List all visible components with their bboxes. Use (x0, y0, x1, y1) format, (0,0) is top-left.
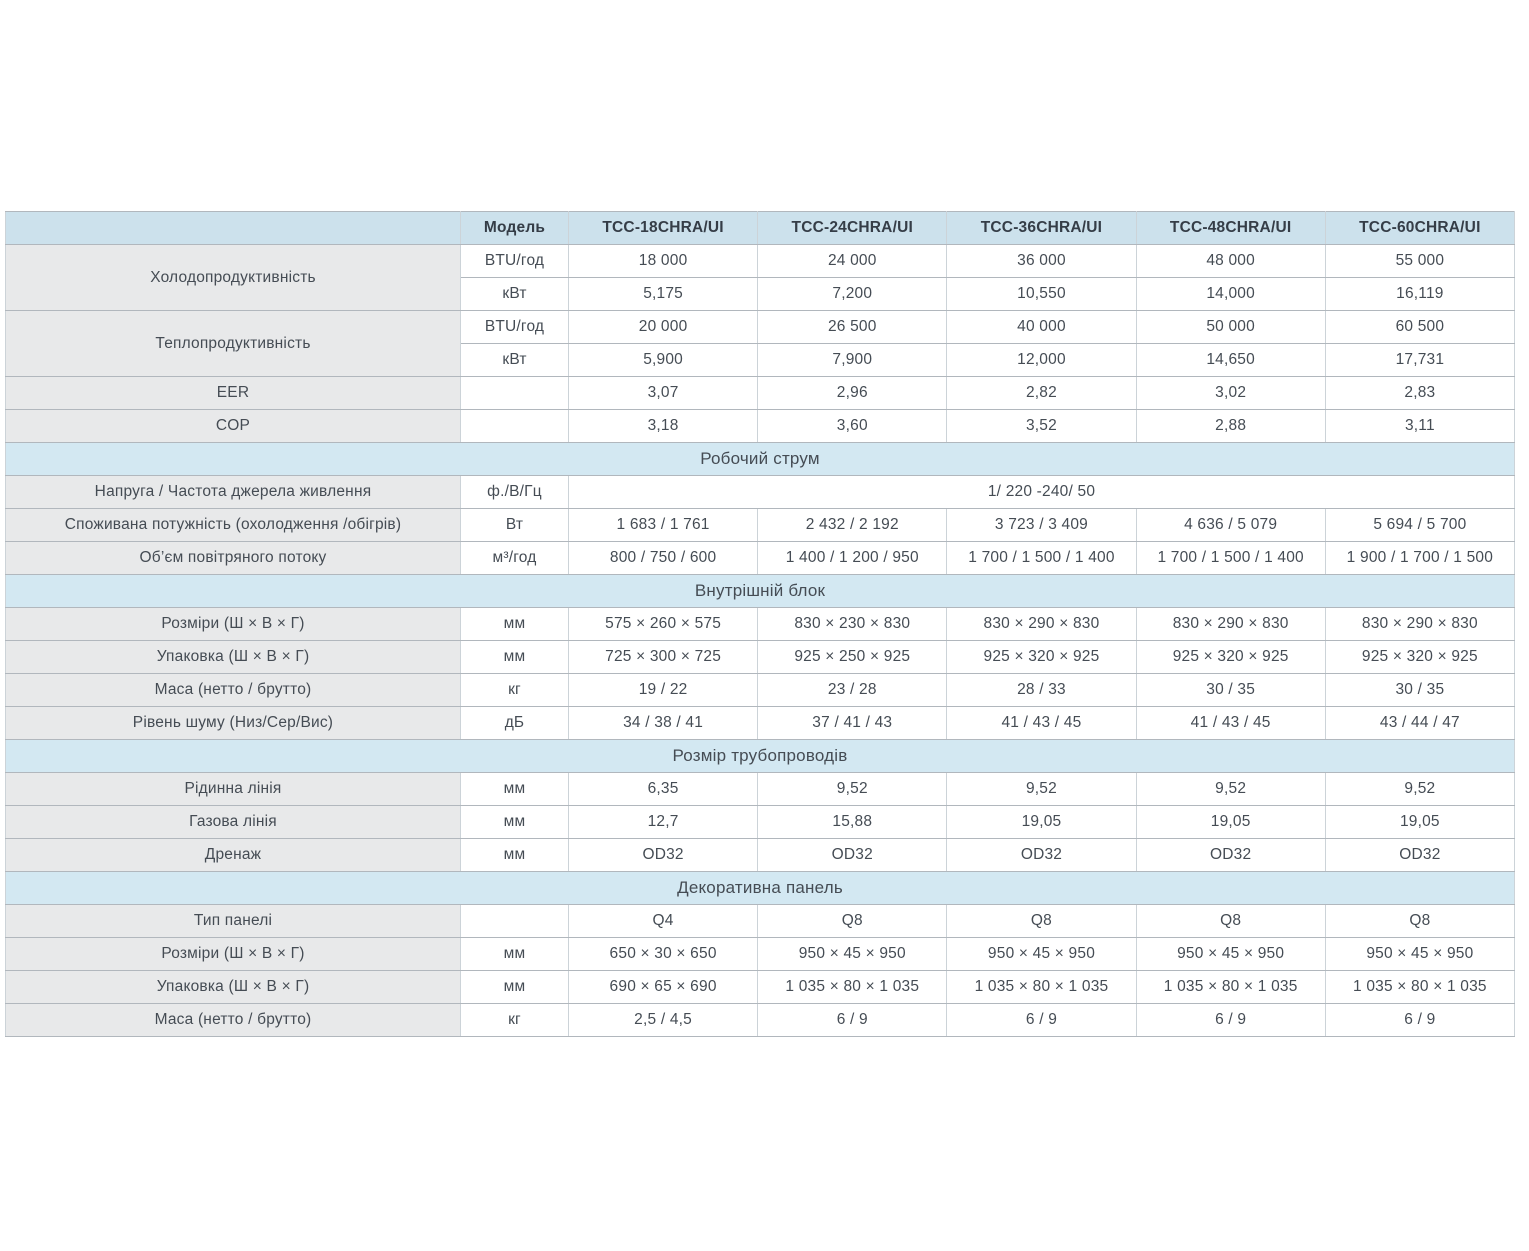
value-cell: 41 / 43 / 45 (947, 707, 1136, 740)
value-cell: 830 × 230 × 830 (758, 608, 947, 641)
row-label-cell: Холодопродуктивність (6, 245, 461, 311)
value-cell: 7,200 (758, 278, 947, 311)
spec-row (6, 641, 1515, 674)
row-label-cell: Тип панелі (6, 905, 461, 938)
unit-cell: дБ (461, 707, 569, 740)
row-label-cell: Рідинна лінія (6, 773, 461, 806)
value-cell: 34 / 38 / 41 (569, 707, 758, 740)
spec-row (6, 509, 1515, 542)
value-cell: 2,83 (1325, 377, 1514, 410)
value-cell: OD32 (758, 839, 947, 872)
unit-cell: кг (461, 674, 569, 707)
value-cell: 12,000 (947, 344, 1136, 377)
row-label-cell: Розміри (Ш × В × Г) (6, 608, 461, 641)
value-cell: 830 × 290 × 830 (1325, 608, 1514, 641)
section-row (6, 443, 1515, 476)
value-cell: 36 000 (947, 245, 1136, 278)
value-cell-span: 1/ 220 -240/ 50 (569, 476, 1515, 509)
section-title-cell: Декоративна панель (6, 872, 1515, 905)
value-cell: 1 683 / 1 761 (569, 509, 758, 542)
value-cell: OD32 (569, 839, 758, 872)
row-label-cell: Рівень шуму (Низ/Сер/Вис) (6, 707, 461, 740)
value-cell: 3,02 (1136, 377, 1325, 410)
value-cell: 2,82 (947, 377, 1136, 410)
value-cell: 800 / 750 / 600 (569, 542, 758, 575)
value-cell: 6,35 (569, 773, 758, 806)
value-cell: 19,05 (1136, 806, 1325, 839)
row-label-cell: Маса (нетто / брутто) (6, 1004, 461, 1037)
row-label-cell: Маса (нетто / брутто) (6, 674, 461, 707)
value-cell: 5,900 (569, 344, 758, 377)
value-cell: 9,52 (947, 773, 1136, 806)
value-cell: 18 000 (569, 245, 758, 278)
unit-cell: мм (461, 773, 569, 806)
value-cell: 40 000 (947, 311, 1136, 344)
unit-cell: ф./В/Гц (461, 476, 569, 509)
spec-row (6, 674, 1515, 707)
section-title-cell: Внутрішній блок (6, 575, 1515, 608)
unit-cell: кВт (461, 344, 569, 377)
value-cell: 60 500 (1325, 311, 1514, 344)
value-cell: 12,7 (569, 806, 758, 839)
value-cell: 30 / 35 (1136, 674, 1325, 707)
value-cell: 6 / 9 (1136, 1004, 1325, 1037)
value-cell: 830 × 290 × 830 (947, 608, 1136, 641)
row-label-cell: EER (6, 377, 461, 410)
value-cell: Q4 (569, 905, 758, 938)
spec-row (6, 938, 1515, 971)
section-row (6, 740, 1515, 773)
value-cell: 48 000 (1136, 245, 1325, 278)
value-cell: 17,731 (1325, 344, 1514, 377)
value-cell: 9,52 (1136, 773, 1325, 806)
unit-cell: м³/год (461, 542, 569, 575)
spec-row (6, 806, 1515, 839)
spec-row (6, 245, 1515, 278)
value-cell: 3 723 / 3 409 (947, 509, 1136, 542)
header-model-name: TCC-18CHRA/UI (569, 212, 758, 245)
spec-table-header (6, 212, 1515, 245)
value-cell: 690 × 65 × 690 (569, 971, 758, 1004)
row-label-cell: COP (6, 410, 461, 443)
value-cell: 4 636 / 5 079 (1136, 509, 1325, 542)
unit-cell: BTU/год (461, 245, 569, 278)
value-cell: 24 000 (758, 245, 947, 278)
section-row (6, 872, 1515, 905)
value-cell: 1 035 × 80 × 1 035 (947, 971, 1136, 1004)
value-cell: 7,900 (758, 344, 947, 377)
value-cell: 30 / 35 (1325, 674, 1514, 707)
value-cell: 19 / 22 (569, 674, 758, 707)
spec-row (6, 311, 1515, 344)
unit-cell: BTU/год (461, 311, 569, 344)
spec-row (6, 971, 1515, 1004)
spec-row (6, 773, 1515, 806)
header-model-name: TCC-60CHRA/UI (1325, 212, 1514, 245)
value-cell: 925 × 320 × 925 (1136, 641, 1325, 674)
unit-cell: мм (461, 641, 569, 674)
row-label-cell: Об’єм повітряного потоку (6, 542, 461, 575)
value-cell: 5,175 (569, 278, 758, 311)
value-cell: 19,05 (947, 806, 1136, 839)
value-cell: 6 / 9 (758, 1004, 947, 1037)
value-cell: OD32 (1136, 839, 1325, 872)
header-blank-cell (6, 212, 461, 245)
spec-row (6, 410, 1515, 443)
spec-row (6, 839, 1515, 872)
value-cell: 650 × 30 × 650 (569, 938, 758, 971)
value-cell: 20 000 (569, 311, 758, 344)
value-cell: 6 / 9 (947, 1004, 1136, 1037)
value-cell: 28 / 33 (947, 674, 1136, 707)
value-cell: 925 × 320 × 925 (1325, 641, 1514, 674)
spec-row (6, 608, 1515, 641)
spec-row (6, 905, 1515, 938)
unit-cell: кВт (461, 278, 569, 311)
row-label-cell: Упаковка (Ш × В × Г) (6, 971, 461, 1004)
unit-cell: мм (461, 608, 569, 641)
unit-cell: мм (461, 971, 569, 1004)
value-cell: Q8 (947, 905, 1136, 938)
value-cell: 10,550 (947, 278, 1136, 311)
section-title-cell: Розмір трубопроводів (6, 740, 1515, 773)
value-cell: 2,5 / 4,5 (569, 1004, 758, 1037)
value-cell: 3,07 (569, 377, 758, 410)
value-cell: Q8 (1325, 905, 1514, 938)
row-label-cell: Розміри (Ш × В × Г) (6, 938, 461, 971)
unit-cell: мм (461, 938, 569, 971)
value-cell: 2,96 (758, 377, 947, 410)
value-cell: 14,650 (1136, 344, 1325, 377)
spec-table-body (6, 245, 1515, 1037)
spec-row (6, 476, 1515, 509)
value-cell: 3,18 (569, 410, 758, 443)
unit-cell: мм (461, 839, 569, 872)
value-cell: 26 500 (758, 311, 947, 344)
value-cell: 950 × 45 × 950 (947, 938, 1136, 971)
value-cell: 1 700 / 1 500 / 1 400 (1136, 542, 1325, 575)
row-label-cell: Дренаж (6, 839, 461, 872)
value-cell: 5 694 / 5 700 (1325, 509, 1514, 542)
row-label-cell: Газова лінія (6, 806, 461, 839)
value-cell: 16,119 (1325, 278, 1514, 311)
value-cell: 43 / 44 / 47 (1325, 707, 1514, 740)
value-cell: 6 / 9 (1325, 1004, 1514, 1037)
spec-table (5, 211, 1515, 1037)
value-cell: 950 × 45 × 950 (1136, 938, 1325, 971)
value-cell: 725 × 300 × 725 (569, 641, 758, 674)
value-cell: 950 × 45 × 950 (758, 938, 947, 971)
value-cell: 925 × 250 × 925 (758, 641, 947, 674)
value-cell: 3,11 (1325, 410, 1514, 443)
value-cell: 50 000 (1136, 311, 1325, 344)
value-cell: 1 700 / 1 500 / 1 400 (947, 542, 1136, 575)
value-cell: 1 400 / 1 200 / 950 (758, 542, 947, 575)
value-cell: 9,52 (1325, 773, 1514, 806)
spec-row (6, 377, 1515, 410)
value-cell: 3,52 (947, 410, 1136, 443)
value-cell: 1 035 × 80 × 1 035 (1325, 971, 1514, 1004)
value-cell: Q8 (1136, 905, 1325, 938)
value-cell: 1 900 / 1 700 / 1 500 (1325, 542, 1514, 575)
row-label-cell: Упаковка (Ш × В × Г) (6, 641, 461, 674)
header-model-name: TCC-48CHRA/UI (1136, 212, 1325, 245)
value-cell: 2 432 / 2 192 (758, 509, 947, 542)
header-model-name: TCC-24CHRA/UI (758, 212, 947, 245)
value-cell: Q8 (758, 905, 947, 938)
spec-row (6, 1004, 1515, 1037)
value-cell: OD32 (947, 839, 1136, 872)
value-cell: 830 × 290 × 830 (1136, 608, 1325, 641)
value-cell: 1 035 × 80 × 1 035 (1136, 971, 1325, 1004)
value-cell: OD32 (1325, 839, 1514, 872)
value-cell: 950 × 45 × 950 (1325, 938, 1514, 971)
value-cell: 1 035 × 80 × 1 035 (758, 971, 947, 1004)
value-cell: 19,05 (1325, 806, 1514, 839)
value-cell: 925 × 320 × 925 (947, 641, 1136, 674)
section-row (6, 575, 1515, 608)
unit-cell: мм (461, 806, 569, 839)
unit-cell (461, 377, 569, 410)
value-cell: 41 / 43 / 45 (1136, 707, 1325, 740)
spec-row (6, 707, 1515, 740)
value-cell: 9,52 (758, 773, 947, 806)
header-row (6, 212, 1515, 245)
value-cell: 23 / 28 (758, 674, 947, 707)
unit-cell: Вт (461, 509, 569, 542)
header-model-label: Модель (461, 212, 569, 245)
unit-cell (461, 410, 569, 443)
value-cell: 575 × 260 × 575 (569, 608, 758, 641)
unit-cell: кг (461, 1004, 569, 1037)
value-cell: 37 / 41 / 43 (758, 707, 947, 740)
value-cell: 2,88 (1136, 410, 1325, 443)
row-label-cell: Споживана потужність (охолодження /обігрів) (6, 509, 461, 542)
value-cell: 14,000 (1136, 278, 1325, 311)
row-label-cell: Теплопродуктивність (6, 311, 461, 377)
section-title-cell: Робочий струм (6, 443, 1515, 476)
value-cell: 3,60 (758, 410, 947, 443)
value-cell: 55 000 (1325, 245, 1514, 278)
unit-cell (461, 905, 569, 938)
value-cell: 15,88 (758, 806, 947, 839)
spec-row (6, 542, 1515, 575)
header-model-name: TCC-36CHRA/UI (947, 212, 1136, 245)
row-label-cell: Напруга / Частота джерела живлення (6, 476, 461, 509)
